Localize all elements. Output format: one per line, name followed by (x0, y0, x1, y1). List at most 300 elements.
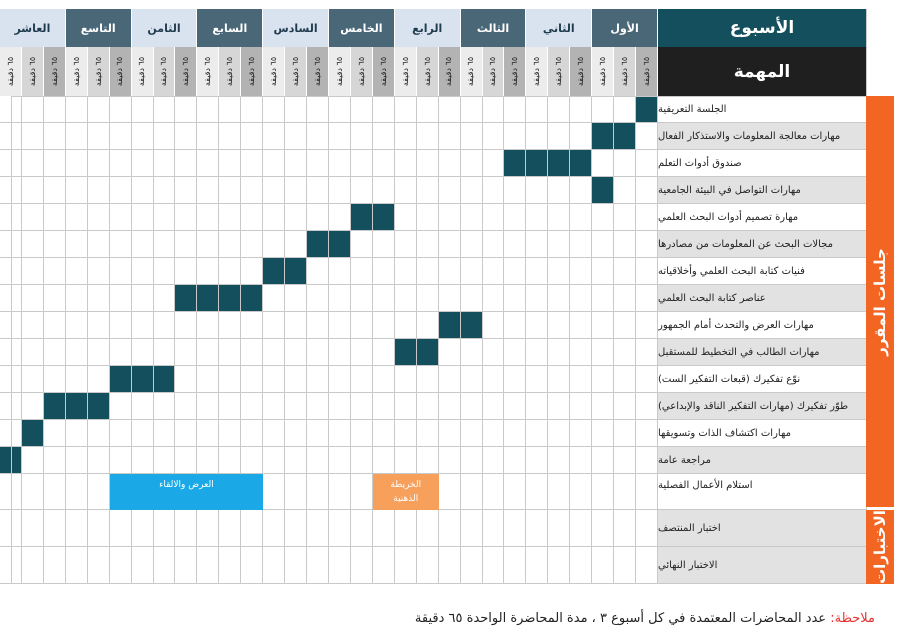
schedule-cell (66, 420, 88, 447)
schedule-cell (417, 123, 439, 150)
schedule-cell-filled (526, 150, 548, 177)
schedule-cell-filled (592, 177, 614, 204)
session-header (88, 47, 110, 96)
schedule-cell (241, 339, 263, 366)
session-duration-label: ٦٥ دقيقة (159, 56, 169, 87)
schedule-cell (44, 474, 66, 510)
schedule-cell (241, 510, 263, 547)
schedule-cell (307, 510, 329, 547)
schedule-cell (439, 285, 461, 312)
schedule-cell (219, 447, 241, 474)
schedule-cell (88, 510, 110, 547)
schedule-cell (483, 510, 505, 547)
schedule-cell (44, 312, 66, 339)
schedule-cell (88, 547, 110, 584)
schedule-cell (526, 339, 548, 366)
schedule-cell (373, 285, 395, 312)
schedule-cell (570, 258, 592, 285)
session-header (154, 47, 176, 96)
task-row-label: مهارة تصميم أدوات البحث العلمي (658, 204, 866, 231)
session-header (22, 47, 44, 96)
schedule-cell (351, 150, 373, 177)
schedule-cell (548, 204, 570, 231)
schedule-cell (329, 547, 351, 584)
schedule-cell (373, 547, 395, 584)
schedule-cell (241, 177, 263, 204)
schedule-cell (285, 447, 307, 474)
schedule-cell (197, 204, 219, 231)
schedule-cell (154, 150, 176, 177)
week-header: الأسبوع (658, 9, 866, 47)
schedule-cell (592, 547, 614, 584)
task-row-label: مهارات اكتشاف الذات وتسويقها (658, 420, 866, 447)
schedule-cell (483, 393, 505, 420)
schedule-cell (44, 447, 66, 474)
session-header (614, 47, 636, 96)
schedule-cell (175, 366, 197, 393)
schedule-cell (417, 258, 439, 285)
schedule-cell (548, 123, 570, 150)
schedule-cell (373, 96, 395, 123)
schedule-cell (0, 339, 22, 366)
task-row-label: مراجعة عامة (658, 447, 866, 474)
session-duration-label: ٦٥ دقيقة (334, 56, 344, 87)
task-row-label: صندوق أدوات التعلم (658, 150, 866, 177)
category-course-sessions (866, 96, 894, 507)
schedule-cell (570, 312, 592, 339)
category-exams (866, 510, 894, 584)
schedule-cell (0, 312, 22, 339)
schedule-cell (154, 339, 176, 366)
grid-top-border (11, 96, 866, 97)
schedule-cell (110, 510, 132, 547)
footnote (415, 611, 875, 626)
schedule-cell (241, 366, 263, 393)
schedule-cell (154, 447, 176, 474)
schedule-cell (395, 393, 417, 420)
schedule-cell (351, 312, 373, 339)
schedule-cell (241, 393, 263, 420)
schedule-cell (548, 177, 570, 204)
session-duration-label: ٦٥ دقيقة (115, 56, 125, 87)
schedule-cell-filled (219, 285, 241, 312)
task-row-label: فنيات كتابة البحث العلمي وأخلاقياته (658, 258, 866, 285)
schedule-cell (307, 177, 329, 204)
schedule-cell (88, 96, 110, 123)
session-header (483, 47, 505, 96)
schedule-cell (175, 204, 197, 231)
schedule-cell (483, 258, 505, 285)
schedule-cell (88, 366, 110, 393)
schedule-cell (373, 339, 395, 366)
schedule-cell (614, 231, 636, 258)
schedule-cell (263, 547, 285, 584)
schedule-cell (592, 258, 614, 285)
schedule-cell (526, 312, 548, 339)
schedule-cell (0, 366, 22, 393)
schedule-cell (307, 96, 329, 123)
schedule-cell (66, 96, 88, 123)
schedule-cell (439, 447, 461, 474)
schedule-cell (263, 339, 285, 366)
schedule-cell (636, 393, 658, 420)
schedule-cell (636, 123, 658, 150)
schedule-cell (592, 393, 614, 420)
schedule-cell (22, 447, 44, 474)
session-header (263, 47, 285, 96)
schedule-cell (110, 420, 132, 447)
schedule-cell (504, 547, 526, 584)
schedule-cell (66, 339, 88, 366)
schedule-cell (461, 285, 483, 312)
schedule-cell (263, 366, 285, 393)
mind-map-bar-label: الخريطة الذهنية (390, 480, 422, 504)
schedule-cell (548, 547, 570, 584)
schedule-cell (329, 393, 351, 420)
schedule-cell (373, 510, 395, 547)
schedule-cell-filled (570, 150, 592, 177)
schedule-cell (110, 123, 132, 150)
schedule-cell (132, 547, 154, 584)
session-duration-label: ٦٥ دقيقة (137, 56, 147, 87)
session-duration-label: ٦٥ دقيقة (225, 56, 235, 87)
schedule-cell (285, 312, 307, 339)
schedule-cell (154, 231, 176, 258)
task-row-label: عناصر كتابة البحث العلمي (658, 285, 866, 312)
schedule-cell (0, 393, 22, 420)
schedule-cell (22, 339, 44, 366)
schedule-cell (132, 510, 154, 547)
schedule-cell (88, 258, 110, 285)
schedule-cell (351, 547, 373, 584)
schedule-cell (329, 123, 351, 150)
schedule-cell (614, 339, 636, 366)
schedule-cell (285, 366, 307, 393)
schedule-cell (0, 177, 22, 204)
schedule-cell (614, 258, 636, 285)
schedule-cell (548, 96, 570, 123)
schedule-cell (395, 123, 417, 150)
schedule-cell (66, 123, 88, 150)
session-header (307, 47, 329, 96)
schedule-cell (132, 150, 154, 177)
schedule-cell (132, 285, 154, 312)
schedule-cell (395, 510, 417, 547)
schedule-cell (351, 96, 373, 123)
schedule-cell (351, 393, 373, 420)
schedule-cell (263, 123, 285, 150)
schedule-cell (22, 150, 44, 177)
schedule-cell (285, 96, 307, 123)
schedule-cell (0, 150, 22, 177)
schedule-cell (570, 204, 592, 231)
schedule-cell-filled (44, 393, 66, 420)
schedule-cell (154, 510, 176, 547)
schedule-cell (417, 231, 439, 258)
schedule-cell (22, 177, 44, 204)
schedule-cell (219, 393, 241, 420)
schedule-cell (373, 231, 395, 258)
schedule-cell (154, 204, 176, 231)
schedule-cell (351, 366, 373, 393)
schedule-cell-filled (417, 339, 439, 366)
schedule-cell (263, 393, 285, 420)
session-duration-label: ٦٥ دقيقة (554, 56, 564, 87)
schedule-cell (483, 312, 505, 339)
schedule-cell (614, 510, 636, 547)
schedule-cell (351, 123, 373, 150)
schedule-cell (329, 312, 351, 339)
schedule-cell (395, 204, 417, 231)
schedule-cell (22, 258, 44, 285)
schedule-cell (0, 474, 22, 510)
schedule-cell (175, 150, 197, 177)
schedule-cell (504, 312, 526, 339)
schedule-cell (0, 231, 22, 258)
schedule-cell (504, 204, 526, 231)
schedule-cell (592, 96, 614, 123)
schedule-cell (110, 231, 132, 258)
schedule-cell (110, 96, 132, 123)
schedule-cell (88, 150, 110, 177)
schedule-cell (241, 420, 263, 447)
schedule-cell (175, 96, 197, 123)
schedule-cell (285, 510, 307, 547)
session-duration-label: ٦٥ دقيقة (444, 56, 454, 87)
schedule-cell (88, 447, 110, 474)
schedule-cell (110, 258, 132, 285)
week-header-9: التاسع (66, 9, 132, 47)
session-header (110, 47, 132, 96)
schedule-cell (219, 258, 241, 285)
schedule-cell (307, 474, 329, 510)
schedule-cell (504, 474, 526, 510)
schedule-cell (548, 312, 570, 339)
schedule-cell (88, 420, 110, 447)
schedule-cell (461, 393, 483, 420)
task-row-label: اختبار المنتصف (658, 510, 866, 547)
schedule-cell (461, 123, 483, 150)
schedule-cell (636, 231, 658, 258)
schedule-cell (241, 447, 263, 474)
schedule-cell (351, 474, 373, 510)
schedule-cell (197, 312, 219, 339)
schedule-cell (636, 510, 658, 547)
schedule-cell (197, 366, 219, 393)
schedule-cell (504, 258, 526, 285)
session-duration-label: ٦٥ دقيقة (466, 56, 476, 87)
schedule-cell (66, 547, 88, 584)
schedule-cell (219, 339, 241, 366)
schedule-cell-filled (66, 393, 88, 420)
schedule-cell (22, 204, 44, 231)
schedule-cell (241, 258, 263, 285)
schedule-cell (307, 123, 329, 150)
schedule-cell (373, 177, 395, 204)
schedule-cell (526, 258, 548, 285)
schedule-cell (439, 150, 461, 177)
session-duration-label: ٦٥ دقيقة (620, 56, 630, 87)
schedule-cell (219, 420, 241, 447)
schedule-cell (373, 447, 395, 474)
schedule-cell (44, 420, 66, 447)
schedule-cell (44, 285, 66, 312)
schedule-cell (154, 285, 176, 312)
schedule-cell (636, 204, 658, 231)
schedule-cell (307, 420, 329, 447)
schedule-cell (285, 123, 307, 150)
schedule-cell (614, 285, 636, 312)
schedule-cell (395, 285, 417, 312)
session-header (0, 47, 22, 96)
schedule-cell (132, 177, 154, 204)
schedule-cell (548, 420, 570, 447)
schedule-cell (570, 96, 592, 123)
schedule-cell (307, 393, 329, 420)
schedule-cell (483, 96, 505, 123)
schedule-cell-filled (351, 204, 373, 231)
session-header (570, 47, 592, 96)
schedule-cell (439, 258, 461, 285)
schedule-cell (636, 258, 658, 285)
schedule-cell (241, 204, 263, 231)
schedule-cell (570, 420, 592, 447)
schedule-cell (570, 339, 592, 366)
schedule-cell (351, 285, 373, 312)
schedule-cell (0, 547, 22, 584)
schedule-cell-filled (132, 366, 154, 393)
schedule-cell (263, 96, 285, 123)
schedule-cell (526, 96, 548, 123)
schedule-cell (614, 547, 636, 584)
session-duration-label: ٦٥ دقيقة (203, 56, 213, 87)
task-row-label: طوّر تفكيرك (مهارات التفكير الناقد والإبداعي) (658, 393, 866, 420)
schedule-cell (22, 285, 44, 312)
session-duration-label: ٦٥ دقيقة (356, 56, 366, 87)
schedule-cell (241, 231, 263, 258)
schedule-cell (263, 231, 285, 258)
schedule-cell (241, 547, 263, 584)
schedule-cell (395, 312, 417, 339)
schedule-cell (307, 285, 329, 312)
schedule-cell (373, 123, 395, 150)
schedule-cell (548, 285, 570, 312)
session-header (219, 47, 241, 96)
schedule-cell (439, 204, 461, 231)
schedule-cell (636, 150, 658, 177)
schedule-cell (461, 510, 483, 547)
schedule-cell (132, 96, 154, 123)
schedule-cell-filled (22, 420, 44, 447)
schedule-cell (373, 150, 395, 177)
schedule-cell (417, 393, 439, 420)
session-header (44, 47, 66, 96)
schedule-cell (285, 231, 307, 258)
schedule-cell (548, 510, 570, 547)
session-duration-label: ٦٥ دقيقة (27, 56, 37, 87)
schedule-cell (197, 150, 219, 177)
task-row-label: مهارات العرض والتحدث أمام الجمهور (658, 312, 866, 339)
schedule-cell (461, 258, 483, 285)
schedule-cell (154, 312, 176, 339)
schedule-cell (614, 204, 636, 231)
schedule-cell (614, 312, 636, 339)
session-header (132, 47, 154, 96)
schedule-cell (526, 420, 548, 447)
schedule-cell (175, 447, 197, 474)
schedule-cell (263, 285, 285, 312)
schedule-cell (504, 447, 526, 474)
schedule-cell (132, 123, 154, 150)
schedule-cell (307, 547, 329, 584)
schedule-cell (329, 366, 351, 393)
schedule-cell (592, 339, 614, 366)
schedule-cell (461, 366, 483, 393)
schedule-cell (44, 547, 66, 584)
schedule-cell (285, 285, 307, 312)
schedule-cell (439, 339, 461, 366)
schedule-cell (110, 150, 132, 177)
schedule-cell (219, 204, 241, 231)
session-header (439, 47, 461, 96)
schedule-cell (395, 231, 417, 258)
schedule-cell (483, 339, 505, 366)
schedule-cell (439, 123, 461, 150)
schedule-cell (570, 393, 592, 420)
schedule-cell-filled (197, 285, 219, 312)
schedule-cell (329, 285, 351, 312)
schedule-cell (439, 420, 461, 447)
schedule-cell-filled (373, 204, 395, 231)
schedule-cell (197, 510, 219, 547)
schedule-cell (526, 393, 548, 420)
schedule-cell (241, 123, 263, 150)
schedule-cell-filled (548, 150, 570, 177)
schedule-cell (44, 204, 66, 231)
schedule-cell (373, 393, 395, 420)
footnote-text: عدد المحاضرات المعتمدة في كل أسبوع ٣ ، مدة المحاضرة الواحدة ٦٥ دقيقة (414, 611, 827, 626)
session-duration-label: ٦٥ دقيقة (488, 56, 498, 87)
session-header (241, 47, 263, 96)
schedule-cell (154, 420, 176, 447)
schedule-cell (395, 96, 417, 123)
schedule-cell (175, 547, 197, 584)
schedule-cell (329, 510, 351, 547)
week-header-1: الأول (592, 9, 658, 47)
session-duration-label: ٦٥ دقيقة (71, 56, 81, 87)
schedule-cell (592, 204, 614, 231)
schedule-cell (175, 177, 197, 204)
schedule-cell (263, 150, 285, 177)
task-header: المهمة (658, 47, 866, 96)
schedule-cell (461, 339, 483, 366)
schedule-cell (417, 366, 439, 393)
category-course-sessions-label: جلسات المقرر (871, 247, 889, 356)
schedule-cell (0, 258, 22, 285)
session-header (417, 47, 439, 96)
task-row-label: مهارات الطالب في التخطيط للمستقبل (658, 339, 866, 366)
schedule-cell (0, 96, 22, 123)
session-header (285, 47, 307, 96)
schedule-cell (483, 123, 505, 150)
schedule-cell (241, 150, 263, 177)
schedule-cell (110, 393, 132, 420)
schedule-cell (110, 339, 132, 366)
schedule-cell (22, 96, 44, 123)
schedule-cell-filled (110, 366, 132, 393)
session-duration-label: ٦٥ دقيقة (400, 56, 410, 87)
session-duration-label: ٦٥ دقيقة (5, 56, 15, 87)
